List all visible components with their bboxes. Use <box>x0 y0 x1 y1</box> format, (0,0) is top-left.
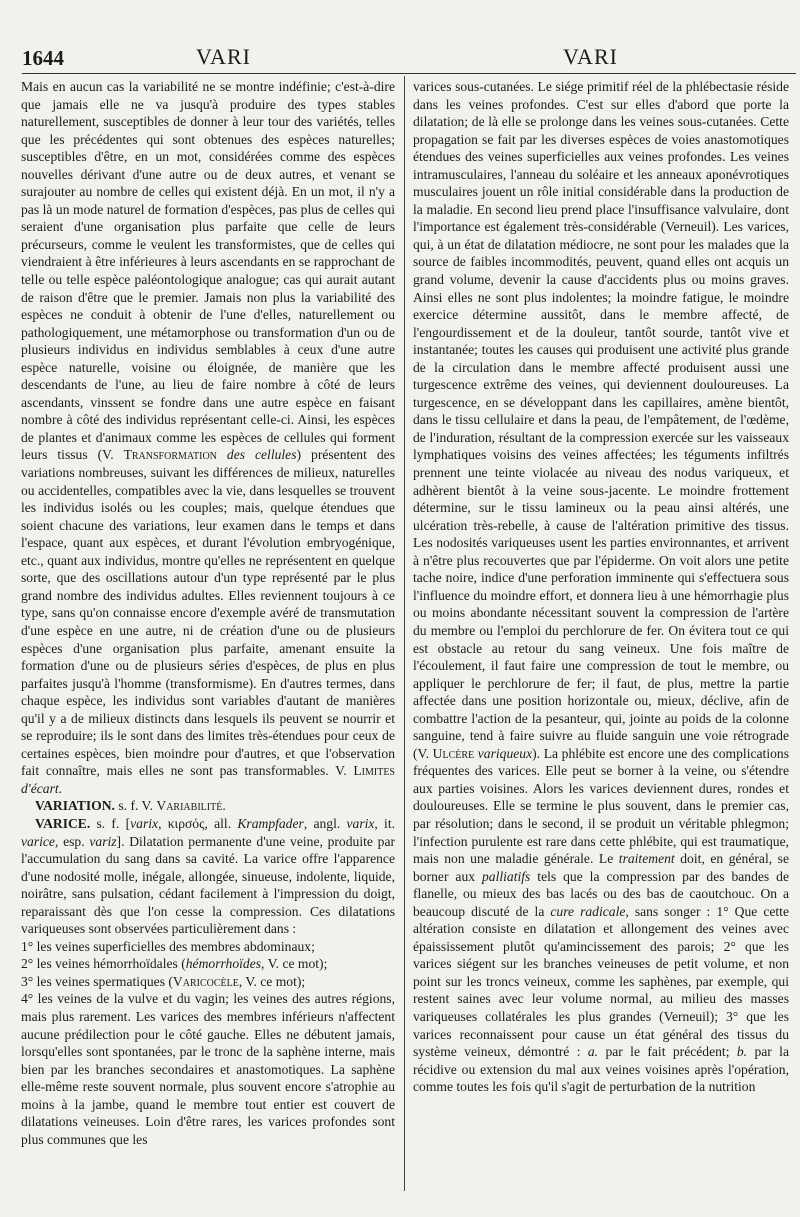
column-divider <box>404 76 405 1191</box>
running-header <box>0 44 800 72</box>
entry-variation: VARIATION. s. f. V. Variabilité. <box>35 798 226 814</box>
right-header-title: VARI <box>563 44 618 69</box>
left-column <box>21 78 395 1190</box>
cross-reference: Limites <box>353 763 395 779</box>
list-item: 4° les veines de la vulve et du vagin; les veines des autres régions, mais plus rarement. Les varices des membres inférieurs n'affectent aucune prédilection pour le côté gauche. Elles ne débutent jamais, lorsqu'elles sont spontanées, par le tronc de la saphène interne, mais bien par les branches secondaires et anastomotiques. La saphène elle-même reste souvent normale, plus souvent encore s'atrophie au moins à la jambe, quand le membre tout entier est couvert de dilatations veineuses. Loin d'être rares, les varices profondes sont plus communes que les <box>21 991 395 1147</box>
cross-reference: Variabilité <box>156 798 223 814</box>
cross-reference: Transformation <box>123 447 217 463</box>
page-number: 1644 <box>22 46 64 70</box>
list-item: 3° les veines spermatiques (Varicocèle, V. ce mot); <box>21 973 306 989</box>
varice-continued-paragraph: varices sous-cutanées. Le siége primitif réel de la phlébectasie réside dans les veines profondes. C'est sur elles d'abord que porte la dilatation; de là elle se prolonge dans les veines sous-cutanées. Cette propagation se fait par les diverses espèces de voies anastomotiques étendues des veines superficielles aux veines profondes. Les veines intramusculaires, l'anneau du soléaire et les anneaux aponévrotiques musculaires jouent un rôle initial considérable dans la production de la maladie. En second lieu prend place l'insuffisance valvulaire, dont l'importance est également très-considérable (Verneuil). Les varices, qui, à un état de dilatation médiocre, ne sont pour les malades que la source de faibles incommodités, peuvent, quand elles ont acquis un grand volume, devenir la cause d'accidents plus ou moins graves. Ainsi elles ne sont plus indolentes; la moindre fatigue, le moindre exercice détermine aussitôt, dans le membre affecté, de l'engourdissement et de la douleur, tantôt sourde, tantôt vive et instantanée; toutes les causes qui produisent une activité plus grande de la circulation dans le membre affecté produisent aussi une turgescence extrême des veines, qui deviennent douloureuses. La turgescence, en se développant dans les capillaires, amène bientôt, dans le tissu cellulaire et dans la peau, de l'empâtement, de l'œdème, de l'induration, résultant de la compression exercée sur les vaisseaux lymphatiques voisins des veines affectées; les téguments infiltrés prennent une teinte violacée au niveau des nodus variqueux, et adhèrent bientôt à la veine sous-jacente. Le moindre frottement détermine, sur le tissu lamineux ou la peau ainsi altérés, une ulcération très-rebelle, à cause de l'altération primitive des tissus. Les nodosités variqueuses usent les parties environnantes, et arrivent à n'être plus recouvertes que par l'épiderme. On voit alors une petite tache noire, indice d'une perforation imminente qui s'effectuera sous l'influence du moindre effort, et donnera lieu à une hémorrhagie plus ou moins abondante nécessitant souvent la compression de l'artère du membre ou l'emploi du perchlorure de fer. On évitera tout ce qui est obstacle au retour du sang veineux. Une fois maître de l'écoulement, il faut faire une compression de tout le membre, ou appliquer le perchlorure de fer; il faut, de plus, mettre la partie affectée dans une position horizontale ou, mieux, déclive, afin de combattre l'action de la pesanteur, qui, jointe au poids de la colonne sanguine, tend à faire suivre au fluide sanguin une voie rétrograde (V. Ulcère variqueux). La phlébite est encore une des complications fréquentes des varices. Elle peut se borner à la veine, ou s'étendre aux parties voisines. Alors les varices deviennent dures, rondes et douloureuses. Elle se termine le plus souvent, dans le premier cas, par résolution; dans le second, il se produit un véritable phlegmon; l'infection purulente est rare dans cette phlébite, qui est traumatique, mais non une maladie générale. Le traitement doit, en général, se borner aux palliatifs tels que la compression par des bandes de flanelle, ou mieux des bas lacés ou des bas de caoutchouc. On a beaucoup discuté de la cure radicale, sans songer : 1° Que cette altération consiste en dilatation et allongement des veines avec épaississement plutôt qu'amincissement des parois; 2° que les varices siégent sur les branches veineuses de petit volume, et non point sur les troncs veineux, comme les saphènes, par exemple, qui restent saines avec leur volume normal, au milieu des masses variqueuses collatérales les plus grandes (Verneuil); 3° que les varices reconnaissent pour cause un état général des tissus du système veineux, démontré : a. par le fait précédent; b. par la récidive ou extension du mal aux veines voisines après l'opération, comme toutes les fois qu'il s'agit de perturbation de la nutrition <box>413 79 789 1095</box>
left-header-title: VARI <box>196 44 251 69</box>
right-column <box>413 78 789 1190</box>
header-rule <box>22 73 796 74</box>
headword: VARICE. <box>35 815 91 831</box>
cross-reference: Ulcère <box>432 745 475 761</box>
headword: VARIATION. <box>35 798 115 814</box>
variabilite-paragraph: Mais en aucun cas la variabilité ne se montre indéfinie; c'est-à-dire que jamais elle ne va jusqu'à produire des types stables naturellement, susceptibles de donner à leur tour des variétés, telles que les précédentes qui sont obtenues des espèces naturelles; susceptibles d'être, en un mot, considérées comme des espèces nouvelles dérivant d'une autre ou de deux autres, et venant se surajouter au nombre de celles qui existent déjà. En un mot, il n'y a pas là un mode naturel de formation d'espèces, pas plus de celles qui seraient d'une organisation plus parfaite que celle de leurs précurseurs, comme le veulent les transformistes, que de celles qui viendraient à être inférieures à leurs ascendants en se rapprochant de telle ou telle espèce paléontologique analogue; cas qui aurait autant de raison d'être que le premier. Jamais non plus la variabilité des espèces ne conduit à obtenir de l'une d'elles, naturellement ou pathologiquement, une métamorphose ou transformation d'un ou de plusieurs individus en individus semblables à ceux d'une autre espèce naturelle, voisine ou éloignée, de manière que les descendants de l'une, au lieu de faire nombre à côté de leurs ascendants, vinssent se fondre dans une autre espèce en faisant nombre à côté des individus représentant celle-ci. Ainsi, les espèces de plantes et d'animaux comme les espèces de cellules qui forment leurs tissus (V. Transformation des cellules) présentent des variations nombreuses, suivant les différences de milieux, naturelles ou accidentelles, compatibles avec la vie, dans lesquelles se trouvent les individus isolés ou les couples; mais, quelque étendues que soient chacune des variations, leur examen dans le temps et dans l'espace, quant aux espèces, et durant l'évolution embryogénique, etc., quant aux individus, montre qu'elles ne représentent en quelque sorte, que des oscillations autour d'un type représenté par le plus grand nombre des individus adultes. Elles reviennent toujours à ce type, sans qu'on connaisse encore d'exemple avéré de transmutation d'une espèce en une autre, ni de création d'une ou de plusieurs espèces d'une organisation plus parfaite, amenant ensuite la formation d'une ou de plusieurs séries d'espèces, de plus en plus parfaites jusqu'à l'homme (transformisme). En d'autres termes, dans chaque espèce, les individus sont variables d'autant de manières qu'il y a de milieux distincts dans lesquels ils peuvent se nourrir et se reproduire; ils le sont dans des limites très-étendues pour ceux de certaines espèces, bien moindre pour d'autres, et que l'observation fait connaître, mais elles ne sont pas transformables. V. Limites d'écart. <box>21 79 395 796</box>
list-item: 1° les veines superficielles des membres abdominaux; <box>21 938 315 954</box>
cross-reference: Varicocèle <box>172 973 239 989</box>
list-item: 2° les veines hémorrhoïdales (hémorrhoïdes, V. ce mot); <box>21 956 328 972</box>
entry-varice: VARICE. s. f. [varix, κιρσός, all. Krampfader, angl. varix, it. varice, esp. variz]. Dilatation permanente d'une veine, produite par l'accumulation du sang dans sa cavité. La varice offre l'apparence d'une nodosité molle, inégale, allongée, sinueuse, indolente, liquide, noirâtre, sans pulsation, cédant facilement à l'impression du doigt, reparaissant dès que l'on cesse la compression. Ces dilatations variqueuses sont observées particulièrement dans : <box>21 815 395 937</box>
